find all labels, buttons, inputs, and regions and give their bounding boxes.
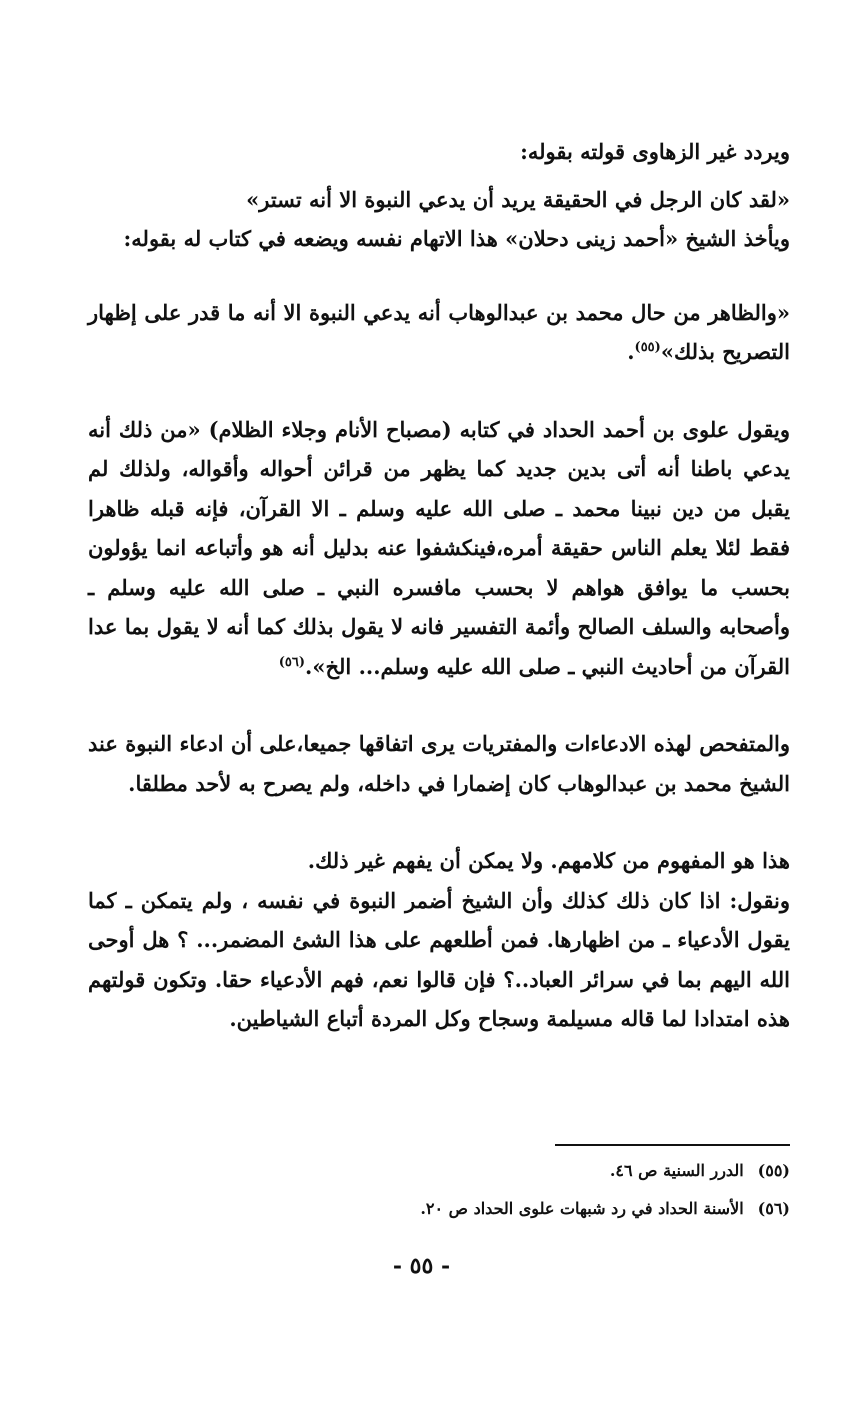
footnote-ref-55: (٥٥) (634, 340, 661, 355)
footnote-56 (88, 1190, 790, 1228)
paragraph-quote-haddad: ويقول علوى بن أحمد الحداد في كتابه (مصباح الأنام وجلاء الظلام) «من ذلك أنه يدعي باطنا أنه أتى بدين جديد كما يظهر من قرائن أحواله وأقواله، ولذلك لم يقبل من دين نبينا محمد ـ صلى الله عليه وسلم ـ الا القرآن، فإنه قبله ظاهرا فقط لئلا يعلم الناس حقيقة أمره،فينكشفوا عنه بدليل أنه هو وأتباعه انما يؤولون بحسب ما يوافق هواهم لا بحسب مافسره النبي ـ صلى الله عليه وسلم ـ وأصحابه والسلف الصالح وأئمة التفسير فانه لا يقول بذلك كما أنه لا يقول بما عدا القرآن من أحاديث النبي ـ صلى الله عليه وسلم... الخ».$^{(٥٦)}$ (88, 416, 790, 679)
footnote-number: (٥٥) (757, 1161, 790, 1180)
page-body (88, 132, 790, 1039)
paragraph-quote-dahlan: «والظاهر من حال محمد بن عبدالوهاب أنه يدعي النبوة الا أنه ما قدر على إظهار التصريح بذلك»$^{(٥٥)}$. (88, 299, 790, 364)
paragraph-quote-zahawi: «لقد كان الرجل في الحقيقة يريد أن يدعي النبوة الا أنه تستر» (246, 186, 790, 212)
paragraph-understanding: هذا هو المفهوم من كلامهم. ولا يمكن أن يفهم غير ذلك. (307, 848, 790, 873)
paragraph-rebuttal: ونقول: اذا كان ذلك كذلك وأن الشيخ أضمر النبوة في نفسه ، ولم يتمكن ـ كما يقول الأدعياء ـ من اظهارها. فمن أطلعهم على هذا الشئ المضمر... ؟ هل أوحى الله اليهم بما في سرائر العباد..؟ فإن قالوا نعم، فهم الأدعياء حقا. وتكون قولتهم هذه امتدادا لما قاله مسيلمة وسجاح وكل المردة أتباع الشياطين. (88, 887, 790, 1031)
footnote-divider (555, 1144, 790, 1146)
footnotes (88, 1152, 790, 1228)
paragraph-intro: ويردد غير الزهاوى قولته بقوله: (520, 139, 790, 164)
footnote-ref-56: (٥٦) (278, 654, 306, 670)
paragraph-dahlan-intro: ويأخذ الشيخ «أحمد زينى دحلان» هذا الاتهام نفسه ويضعه في كتاب له بقوله: (123, 226, 790, 251)
footnote-text: الأسنة الحداد في رد شبهات علوى الحداد ص ٢٠. (420, 1199, 744, 1218)
footnote-text: الدرر السنية ص ٤٦. (609, 1161, 744, 1180)
footnote-number: (٥٦) (757, 1199, 790, 1218)
paragraph-analysis: والمتفحص لهذه الادعاءات والمفتريات يرى اتفاقها جميعا،على أن ادعاء النبوة عند الشيخ محمد بن عبدالوهاب كان إضمارا في داخله، ولم يصرح به لأحد مطلقا. (88, 731, 790, 796)
page-number: - ٥٥ - (392, 1253, 451, 1279)
footnote-55 (88, 1152, 790, 1190)
